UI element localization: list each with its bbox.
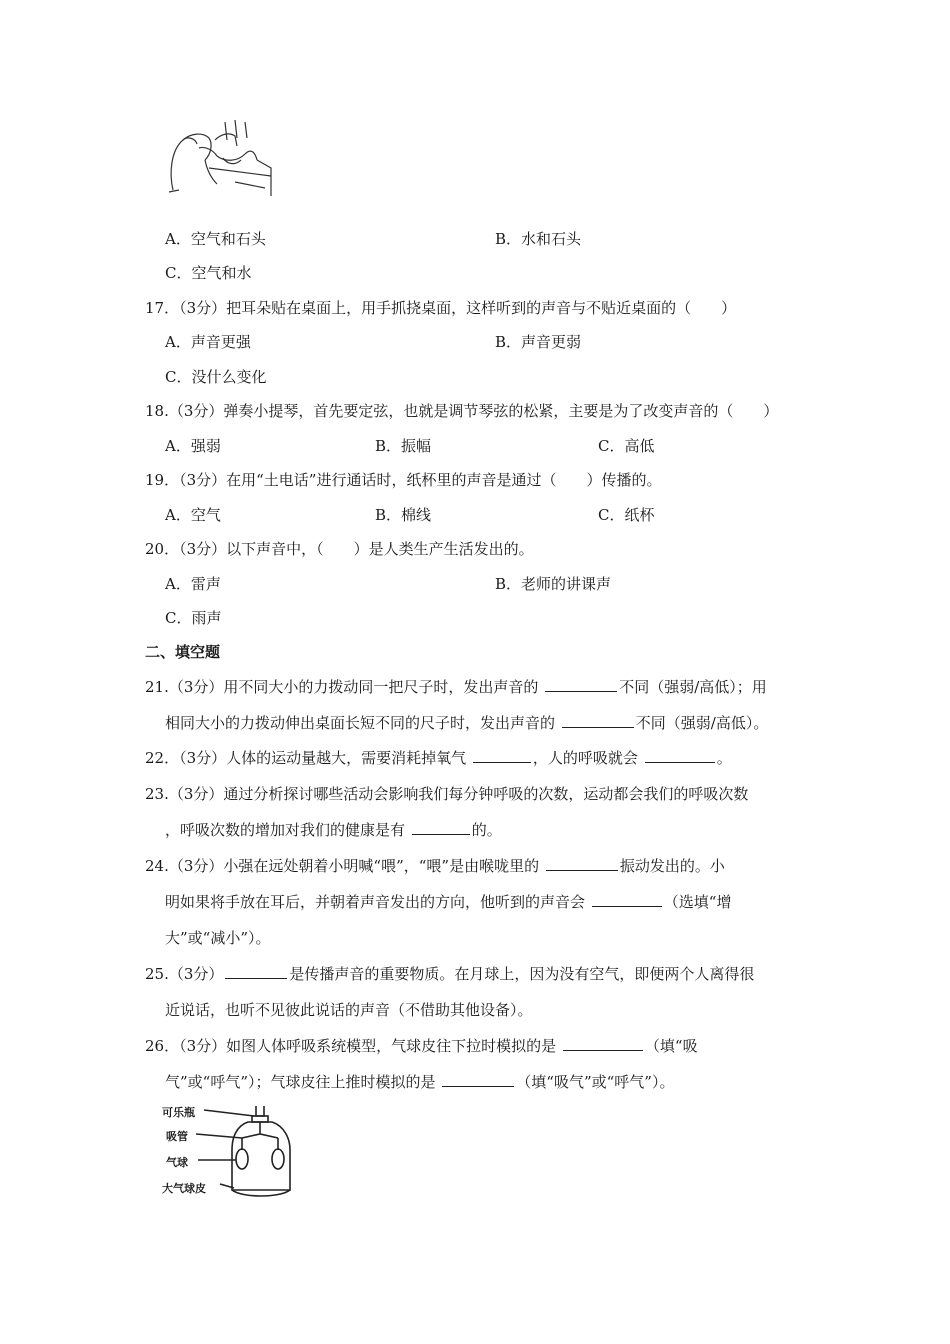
q17-option-a: A．声音更强 <box>165 333 251 351</box>
q24-line-2 <box>165 892 731 912</box>
q16-option-a: A．空气和石头 <box>165 230 266 248</box>
q26-text-1b: （填“吸 <box>644 1037 698 1055</box>
q24-text-1a: 24.（3分）小强在远处朝着小明喊“喂”，“喂”是由喉咙里的 <box>145 857 540 875</box>
q26-text-2b: （填“吸气”或“呼气”）。 <box>516 1073 675 1091</box>
q23-line-2 <box>165 820 502 840</box>
q26-blank-1[interactable] <box>563 1036 643 1051</box>
q19-stem: 19．（3分）在用“土电话”进行通话时，纸杯里的声音是通过（ ）传播的。 <box>145 471 662 489</box>
q21-blank-2[interactable] <box>562 713 634 728</box>
q19-option-a: A．空气 <box>165 506 221 524</box>
q21-line-2 <box>165 713 768 733</box>
q19-option-c: C．纸杯 <box>598 506 655 524</box>
q24-line-1 <box>145 856 725 876</box>
q26-blank-2[interactable] <box>442 1072 514 1087</box>
q20-stem: 20．（3分）以下声音中，（ ）是人类生产生活发出的。 <box>145 540 534 558</box>
q21-text-2b: 不同（强弱/高低）。 <box>635 714 769 732</box>
q23-line-1: 23.（3分）通过分析探讨哪些活动会影响我们每分钟呼吸的次数，运动都会我们的呼吸次数 <box>145 785 749 803</box>
q18-option-a: A．强弱 <box>165 437 221 455</box>
q18-option-b: B．振幅 <box>375 437 432 455</box>
q26-line-2 <box>165 1072 674 1092</box>
q21-text-1b: 不同（强弱/高低）；用 <box>619 678 767 696</box>
label-balloon: 气球 <box>166 1156 188 1169</box>
q23-text-2a: ，呼吸次数的增加对我们的健康是有 <box>165 821 406 839</box>
q21-line-1 <box>145 677 767 697</box>
label-straw: 吸管 <box>166 1130 188 1143</box>
label-cola-bottle: 可乐瓶 <box>162 1106 195 1119</box>
q23-blank[interactable] <box>412 820 470 835</box>
ear-on-table-illustration <box>165 118 275 196</box>
q22-blank-1[interactable] <box>473 748 531 763</box>
q16-option-b: B．水和石头 <box>495 230 582 248</box>
q24-blank-2[interactable] <box>592 892 662 907</box>
q22-line <box>145 748 732 768</box>
q24-line-3: 大”或“减小”）。 <box>165 929 271 947</box>
q19-option-b: B．棉线 <box>375 506 432 524</box>
q22-blank-2[interactable] <box>645 748 715 763</box>
q21-text-2a: 相同大小的力拨动伸出桌面长短不同的尺子时，发出声音的 <box>165 714 556 732</box>
label-big-balloon-skin: 大气球皮 <box>162 1182 206 1195</box>
q25-line-2: 近说话，也听不见彼此说话的声音（不借助其他设备）。 <box>165 1001 533 1019</box>
q20-option-a: A．雷声 <box>165 575 221 593</box>
q22-text-a: 22．（3分）人体的运动量越大，需要消耗掉氧气 <box>145 749 467 767</box>
q25-text-1a: 25.（3分） <box>145 965 224 983</box>
q18-option-c: C．高低 <box>598 437 655 455</box>
q20-option-b: B．老师的讲课声 <box>495 575 612 593</box>
q22-text-c: 。 <box>716 749 732 767</box>
q22-text-b: ，人的呼吸就会 <box>532 749 638 767</box>
q24-text-1b: 振动发出的。小 <box>619 857 725 875</box>
q17-stem: 17．（3分）把耳朵贴在桌面上，用手抓挠桌面，这样听到的声音与不贴近桌面的（ ） <box>145 299 737 317</box>
q21-blank-1[interactable] <box>545 677 617 692</box>
q20-option-c: C．雨声 <box>165 609 222 627</box>
q25-line-1 <box>145 964 754 984</box>
q17-option-b: B．声音更弱 <box>495 333 582 351</box>
q25-blank[interactable] <box>225 964 287 979</box>
q16-option-c: C．空气和水 <box>165 264 252 282</box>
q18-stem: 18.（3分）弹奏小提琴，首先要定弦，也就是调节琴弦的松紧，主要是为了改变声音的（ ） <box>145 402 779 420</box>
breathing-model-figure <box>162 1104 302 1200</box>
q26-text-1a: 26．（3分）如图人体呼吸系统模型，气球皮往下拉时模拟的是 <box>145 1037 557 1055</box>
q26-line-1 <box>145 1036 698 1056</box>
q21-text-1a: 21.（3分）用不同大小的力拨动同一把尺子时，发出声音的 <box>145 678 539 696</box>
q25-text-1b: 是传播声音的重要物质。在月球上，因为没有空气，即便两个人离得很 <box>289 965 755 983</box>
q24-text-2b: （选填“增 <box>663 893 732 911</box>
q23-text-2b: 的。 <box>471 821 502 839</box>
q17-option-c: C．没什么变化 <box>165 368 267 386</box>
q26-text-2a: 气”或“呼气”）；气球皮往上推时模拟的是 <box>165 1073 436 1091</box>
section-title-fill-in: 二、填空题 <box>145 643 221 661</box>
q24-blank-1[interactable] <box>546 856 618 871</box>
q24-text-2a: 明如果将手放在耳后，并朝着声音发出的方向，他听到的声音会 <box>165 893 586 911</box>
